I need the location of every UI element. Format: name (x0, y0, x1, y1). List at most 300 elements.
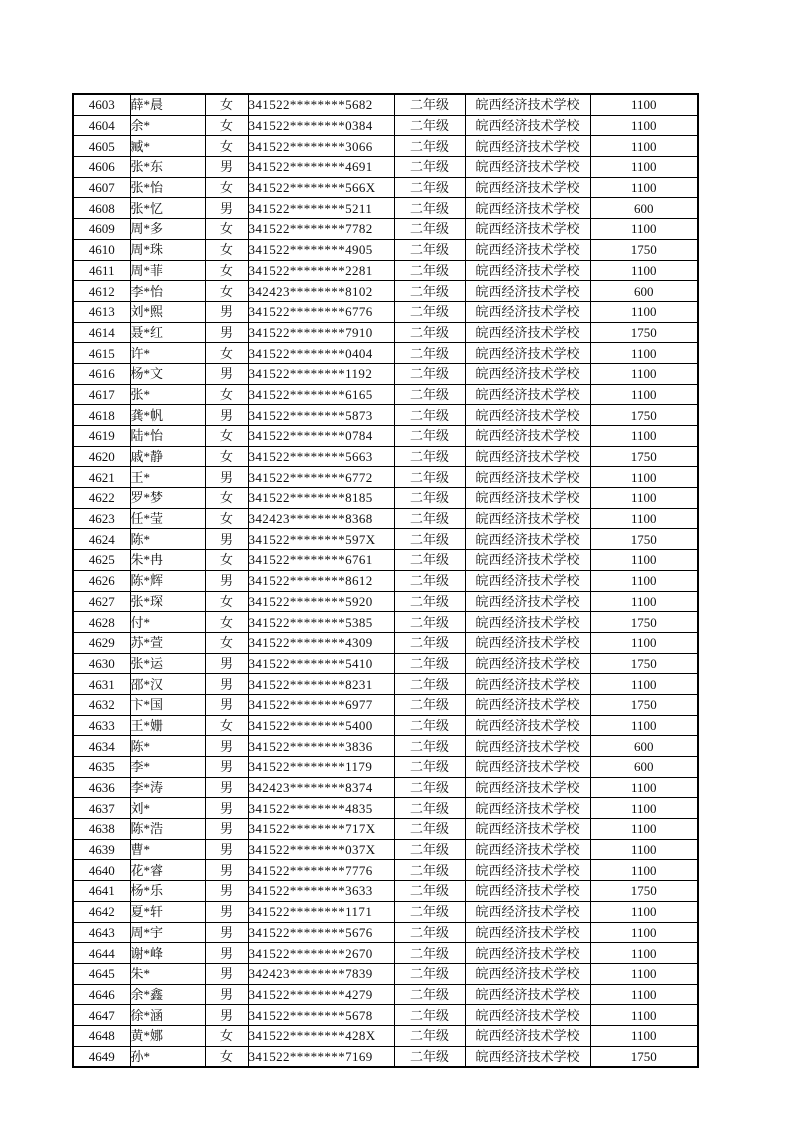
cell-grade: 二年级 (394, 198, 465, 219)
cell-grade: 二年级 (394, 901, 465, 922)
cell-student-name: 任*莹 (130, 508, 205, 529)
cell-amount: 1100 (590, 426, 698, 447)
cell-id-number: 341522********6165 (248, 384, 394, 405)
table-row (73, 529, 698, 550)
cell-gender: 男 (205, 301, 248, 322)
cell-serial-number: 4612 (73, 281, 130, 302)
cell-serial-number: 4646 (73, 984, 130, 1005)
table-row (73, 860, 698, 881)
cell-grade: 二年级 (394, 115, 465, 136)
cell-school: 皖西经济技术学校 (465, 777, 590, 798)
cell-grade: 二年级 (394, 508, 465, 529)
cell-student-name: 张*运 (130, 653, 205, 674)
cell-gender: 男 (205, 963, 248, 984)
cell-grade: 二年级 (394, 405, 465, 426)
cell-serial-number: 4613 (73, 301, 130, 322)
cell-school: 皖西经济技术学校 (465, 446, 590, 467)
cell-student-name: 聂*红 (130, 322, 205, 343)
cell-serial-number: 4610 (73, 239, 130, 260)
cell-student-name: 周*珠 (130, 239, 205, 260)
cell-id-number: 341522********5410 (248, 653, 394, 674)
cell-amount: 1100 (590, 570, 698, 591)
cell-amount: 1750 (590, 612, 698, 633)
cell-id-number: 341522********7169 (248, 1046, 394, 1067)
cell-serial-number: 4642 (73, 901, 130, 922)
cell-serial-number: 4633 (73, 715, 130, 736)
cell-amount: 1100 (590, 715, 698, 736)
table-row (73, 612, 698, 633)
cell-student-name: 邵*汉 (130, 674, 205, 695)
cell-id-number: 341522********4691 (248, 157, 394, 178)
cell-serial-number: 4605 (73, 136, 130, 157)
table-row (73, 819, 698, 840)
cell-amount: 1100 (590, 301, 698, 322)
table-row (73, 881, 698, 902)
cell-school: 皖西经济技术学校 (465, 136, 590, 157)
cell-gender: 女 (205, 632, 248, 653)
cell-grade: 二年级 (394, 301, 465, 322)
cell-id-number: 341522********1171 (248, 901, 394, 922)
cell-amount: 1100 (590, 963, 698, 984)
cell-amount: 1750 (590, 405, 698, 426)
cell-school: 皖西经济技术学校 (465, 115, 590, 136)
cell-grade: 二年级 (394, 715, 465, 736)
table-row (73, 653, 698, 674)
cell-school: 皖西经济技术学校 (465, 715, 590, 736)
cell-id-number: 341522********566X (248, 177, 394, 198)
cell-student-name: 王*姗 (130, 715, 205, 736)
cell-grade: 二年级 (394, 446, 465, 467)
cell-serial-number: 4639 (73, 839, 130, 860)
cell-school: 皖西经济技术学校 (465, 943, 590, 964)
cell-amount: 1100 (590, 674, 698, 695)
cell-grade: 二年级 (394, 529, 465, 550)
table-row (73, 798, 698, 819)
cell-student-name: 李*涛 (130, 777, 205, 798)
cell-amount: 1100 (590, 467, 698, 488)
cell-school: 皖西经济技术学校 (465, 632, 590, 653)
cell-serial-number: 4644 (73, 943, 130, 964)
cell-student-name: 薛*晨 (130, 94, 205, 115)
cell-serial-number: 4630 (73, 653, 130, 674)
cell-student-name: 李*怡 (130, 281, 205, 302)
table-row (73, 963, 698, 984)
cell-school: 皖西经济技术学校 (465, 239, 590, 260)
table-row (73, 177, 698, 198)
cell-amount: 600 (590, 736, 698, 757)
cell-school: 皖西经济技术学校 (465, 963, 590, 984)
cell-gender: 男 (205, 694, 248, 715)
cell-serial-number: 4614 (73, 322, 130, 343)
cell-serial-number: 4618 (73, 405, 130, 426)
cell-grade: 二年级 (394, 963, 465, 984)
cell-grade: 二年级 (394, 239, 465, 260)
cell-serial-number: 4647 (73, 1005, 130, 1026)
cell-school: 皖西经济技术学校 (465, 984, 590, 1005)
table-row (73, 488, 698, 509)
cell-school: 皖西经济技术学校 (465, 694, 590, 715)
cell-school: 皖西经济技术学校 (465, 591, 590, 612)
cell-student-name: 张* (130, 384, 205, 405)
cell-amount: 1100 (590, 839, 698, 860)
cell-school: 皖西经济技术学校 (465, 343, 590, 364)
table-row (73, 591, 698, 612)
cell-id-number: 341522********0404 (248, 343, 394, 364)
cell-id-number: 341522********6761 (248, 550, 394, 571)
cell-amount: 1100 (590, 922, 698, 943)
cell-gender: 女 (205, 94, 248, 115)
table-row (73, 384, 698, 405)
cell-gender: 男 (205, 736, 248, 757)
table-row (73, 157, 698, 178)
cell-school: 皖西经济技术学校 (465, 157, 590, 178)
table-row (73, 260, 698, 281)
table-row (73, 219, 698, 240)
cell-serial-number: 4645 (73, 963, 130, 984)
cell-gender: 男 (205, 198, 248, 219)
cell-grade: 二年级 (394, 157, 465, 178)
cell-gender: 女 (205, 715, 248, 736)
cell-student-name: 杨*乐 (130, 881, 205, 902)
cell-school: 皖西经济技术学校 (465, 901, 590, 922)
table-row (73, 426, 698, 447)
cell-student-name: 刘*熙 (130, 301, 205, 322)
cell-amount: 1750 (590, 1046, 698, 1067)
cell-grade: 二年级 (394, 881, 465, 902)
cell-amount: 600 (590, 281, 698, 302)
cell-student-name: 张*琛 (130, 591, 205, 612)
cell-student-name: 夏*轩 (130, 901, 205, 922)
cell-school: 皖西经济技术学校 (465, 508, 590, 529)
table-row (73, 136, 698, 157)
cell-grade: 二年级 (394, 322, 465, 343)
cell-serial-number: 4622 (73, 488, 130, 509)
cell-gender: 女 (205, 115, 248, 136)
table-row (73, 467, 698, 488)
cell-gender: 女 (205, 136, 248, 157)
table-row (73, 508, 698, 529)
cell-gender: 男 (205, 405, 248, 426)
cell-amount: 1100 (590, 94, 698, 115)
table-row (73, 322, 698, 343)
cell-id-number: 342423********8374 (248, 777, 394, 798)
cell-serial-number: 4627 (73, 591, 130, 612)
cell-grade: 二年级 (394, 467, 465, 488)
table-row (73, 984, 698, 1005)
cell-gender: 女 (205, 612, 248, 633)
table-row (73, 1005, 698, 1026)
cell-id-number: 341522********5678 (248, 1005, 394, 1026)
cell-gender: 女 (205, 177, 248, 198)
cell-school: 皖西经济技术学校 (465, 384, 590, 405)
cell-gender: 男 (205, 653, 248, 674)
cell-grade: 二年级 (394, 384, 465, 405)
cell-gender: 男 (205, 322, 248, 343)
cell-school: 皖西经济技术学校 (465, 467, 590, 488)
cell-gender: 女 (205, 591, 248, 612)
cell-gender: 男 (205, 798, 248, 819)
cell-grade: 二年级 (394, 94, 465, 115)
cell-student-name: 花*睿 (130, 860, 205, 881)
cell-amount: 1100 (590, 260, 698, 281)
cell-serial-number: 4604 (73, 115, 130, 136)
cell-student-name: 朱* (130, 963, 205, 984)
cell-gender: 女 (205, 508, 248, 529)
table-row (73, 922, 698, 943)
cell-amount: 1750 (590, 529, 698, 550)
cell-serial-number: 4626 (73, 570, 130, 591)
cell-student-name: 王* (130, 467, 205, 488)
cell-amount: 1100 (590, 1005, 698, 1026)
cell-amount: 1100 (590, 1025, 698, 1046)
cell-gender: 女 (205, 550, 248, 571)
cell-serial-number: 4620 (73, 446, 130, 467)
table-row (73, 943, 698, 964)
cell-serial-number: 4616 (73, 363, 130, 384)
table-row (73, 674, 698, 695)
cell-student-name: 余* (130, 115, 205, 136)
cell-serial-number: 4619 (73, 426, 130, 447)
cell-grade: 二年级 (394, 674, 465, 695)
cell-grade: 二年级 (394, 488, 465, 509)
cell-amount: 1100 (590, 591, 698, 612)
cell-grade: 二年级 (394, 632, 465, 653)
cell-school: 皖西经济技术学校 (465, 757, 590, 778)
cell-school: 皖西经济技术学校 (465, 839, 590, 860)
table-row (73, 570, 698, 591)
cell-id-number: 341522********0784 (248, 426, 394, 447)
cell-grade: 二年级 (394, 343, 465, 364)
cell-school: 皖西经济技术学校 (465, 1005, 590, 1026)
cell-serial-number: 4640 (73, 860, 130, 881)
cell-school: 皖西经济技术学校 (465, 426, 590, 447)
cell-amount: 1100 (590, 508, 698, 529)
cell-grade: 二年级 (394, 757, 465, 778)
cell-serial-number: 4615 (73, 343, 130, 364)
cell-student-name: 付* (130, 612, 205, 633)
cell-school: 皖西经济技术学校 (465, 198, 590, 219)
cell-amount: 1750 (590, 881, 698, 902)
cell-school: 皖西经济技术学校 (465, 570, 590, 591)
cell-school: 皖西经济技术学校 (465, 322, 590, 343)
cell-serial-number: 4609 (73, 219, 130, 240)
cell-grade: 二年级 (394, 281, 465, 302)
cell-student-name: 戚*静 (130, 446, 205, 467)
cell-grade: 二年级 (394, 860, 465, 881)
cell-school: 皖西经济技术学校 (465, 1025, 590, 1046)
cell-id-number: 341522********5385 (248, 612, 394, 633)
cell-grade: 二年级 (394, 653, 465, 674)
cell-gender: 男 (205, 363, 248, 384)
cell-serial-number: 4637 (73, 798, 130, 819)
cell-id-number: 341522********037X (248, 839, 394, 860)
cell-school: 皖西经济技术学校 (465, 529, 590, 550)
table-row (73, 694, 698, 715)
cell-serial-number: 4635 (73, 757, 130, 778)
cell-serial-number: 4617 (73, 384, 130, 405)
cell-gender: 女 (205, 219, 248, 240)
cell-serial-number: 4631 (73, 674, 130, 695)
cell-student-name: 李* (130, 757, 205, 778)
cell-id-number: 341522********0384 (248, 115, 394, 136)
cell-gender: 女 (205, 446, 248, 467)
cell-school: 皖西经济技术学校 (465, 260, 590, 281)
cell-gender: 女 (205, 426, 248, 447)
table-row (73, 1046, 698, 1067)
cell-id-number: 341522********4835 (248, 798, 394, 819)
cell-id-number: 341522********7776 (248, 860, 394, 881)
cell-id-number: 341522********7910 (248, 322, 394, 343)
cell-amount: 600 (590, 198, 698, 219)
cell-grade: 二年级 (394, 550, 465, 571)
cell-grade: 二年级 (394, 984, 465, 1005)
cell-school: 皖西经济技术学校 (465, 798, 590, 819)
cell-student-name: 苏*萱 (130, 632, 205, 653)
table-row (73, 736, 698, 757)
cell-school: 皖西经济技术学校 (465, 177, 590, 198)
cell-school: 皖西经济技术学校 (465, 1046, 590, 1067)
cell-amount: 1100 (590, 488, 698, 509)
table-row (73, 405, 698, 426)
cell-amount: 1100 (590, 363, 698, 384)
cell-student-name: 杨*文 (130, 363, 205, 384)
cell-school: 皖西经济技术学校 (465, 736, 590, 757)
table-row (73, 901, 698, 922)
cell-school: 皖西经济技术学校 (465, 550, 590, 571)
cell-amount: 1750 (590, 653, 698, 674)
cell-gender: 女 (205, 281, 248, 302)
cell-serial-number: 4606 (73, 157, 130, 178)
cell-school: 皖西经济技术学校 (465, 301, 590, 322)
cell-grade: 二年级 (394, 591, 465, 612)
cell-school: 皖西经济技术学校 (465, 881, 590, 902)
cell-serial-number: 4608 (73, 198, 130, 219)
cell-student-name: 刘* (130, 798, 205, 819)
cell-gender: 女 (205, 1025, 248, 1046)
cell-student-name: 周*多 (130, 219, 205, 240)
cell-amount: 1100 (590, 943, 698, 964)
table-row (73, 115, 698, 136)
table-row (73, 550, 698, 571)
cell-amount: 1750 (590, 694, 698, 715)
cell-serial-number: 4623 (73, 508, 130, 529)
cell-school: 皖西经济技术学校 (465, 94, 590, 115)
cell-student-name: 陈* (130, 529, 205, 550)
cell-id-number: 341522********5663 (248, 446, 394, 467)
table-row (73, 757, 698, 778)
cell-gender: 女 (205, 239, 248, 260)
cell-grade: 二年级 (394, 694, 465, 715)
cell-amount: 1100 (590, 819, 698, 840)
cell-gender: 男 (205, 860, 248, 881)
cell-gender: 男 (205, 901, 248, 922)
cell-id-number: 342423********7839 (248, 963, 394, 984)
cell-student-name: 许* (130, 343, 205, 364)
cell-amount: 1100 (590, 177, 698, 198)
cell-serial-number: 4636 (73, 777, 130, 798)
cell-id-number: 341522********1179 (248, 757, 394, 778)
cell-student-name: 陆*怡 (130, 426, 205, 447)
cell-grade: 二年级 (394, 1005, 465, 1026)
cell-grade: 二年级 (394, 136, 465, 157)
cell-gender: 男 (205, 157, 248, 178)
cell-serial-number: 4643 (73, 922, 130, 943)
cell-amount: 1100 (590, 343, 698, 364)
cell-grade: 二年级 (394, 219, 465, 240)
cell-school: 皖西经济技术学校 (465, 922, 590, 943)
cell-student-name: 周*菲 (130, 260, 205, 281)
table-row (73, 343, 698, 364)
cell-id-number: 341522********6977 (248, 694, 394, 715)
cell-amount: 1100 (590, 219, 698, 240)
cell-school: 皖西经济技术学校 (465, 363, 590, 384)
table-row (73, 839, 698, 860)
cell-gender: 男 (205, 819, 248, 840)
cell-id-number: 341522********5873 (248, 405, 394, 426)
cell-amount: 1100 (590, 901, 698, 922)
cell-amount: 1100 (590, 136, 698, 157)
cell-grade: 二年级 (394, 1025, 465, 1046)
cell-id-number: 342423********8368 (248, 508, 394, 529)
cell-gender: 女 (205, 343, 248, 364)
cell-id-number: 341522********8612 (248, 570, 394, 591)
cell-school: 皖西经济技术学校 (465, 819, 590, 840)
cell-gender: 男 (205, 881, 248, 902)
cell-grade: 二年级 (394, 922, 465, 943)
table-row (73, 632, 698, 653)
cell-amount: 1100 (590, 157, 698, 178)
cell-gender: 男 (205, 570, 248, 591)
cell-amount: 1100 (590, 384, 698, 405)
cell-serial-number: 4607 (73, 177, 130, 198)
cell-grade: 二年级 (394, 943, 465, 964)
table-row (73, 239, 698, 260)
cell-id-number: 341522********5920 (248, 591, 394, 612)
cell-id-number: 341522********5682 (248, 94, 394, 115)
cell-school: 皖西经济技术学校 (465, 488, 590, 509)
cell-id-number: 341522********3633 (248, 881, 394, 902)
cell-serial-number: 4629 (73, 632, 130, 653)
table-row (73, 198, 698, 219)
cell-grade: 二年级 (394, 1046, 465, 1067)
cell-school: 皖西经济技术学校 (465, 612, 590, 633)
cell-gender: 男 (205, 757, 248, 778)
cell-grade: 二年级 (394, 736, 465, 757)
cell-id-number: 341522********6776 (248, 301, 394, 322)
cell-student-name: 曹* (130, 839, 205, 860)
cell-student-name: 黄*娜 (130, 1025, 205, 1046)
cell-student-name: 张*忆 (130, 198, 205, 219)
cell-gender: 女 (205, 384, 248, 405)
cell-id-number: 341522********2281 (248, 260, 394, 281)
cell-school: 皖西经济技术学校 (465, 281, 590, 302)
cell-amount: 1750 (590, 239, 698, 260)
cell-grade: 二年级 (394, 426, 465, 447)
cell-student-name: 龚*帆 (130, 405, 205, 426)
cell-id-number: 341522********7782 (248, 219, 394, 240)
table-row (73, 777, 698, 798)
cell-id-number: 341522********8185 (248, 488, 394, 509)
cell-student-name: 卞*国 (130, 694, 205, 715)
cell-serial-number: 4648 (73, 1025, 130, 1046)
cell-grade: 二年级 (394, 819, 465, 840)
cell-gender: 男 (205, 467, 248, 488)
cell-student-name: 余*鑫 (130, 984, 205, 1005)
cell-id-number: 341522********428X (248, 1025, 394, 1046)
cell-student-name: 徐*涵 (130, 1005, 205, 1026)
cell-serial-number: 4621 (73, 467, 130, 488)
cell-school: 皖西经济技术学校 (465, 674, 590, 695)
